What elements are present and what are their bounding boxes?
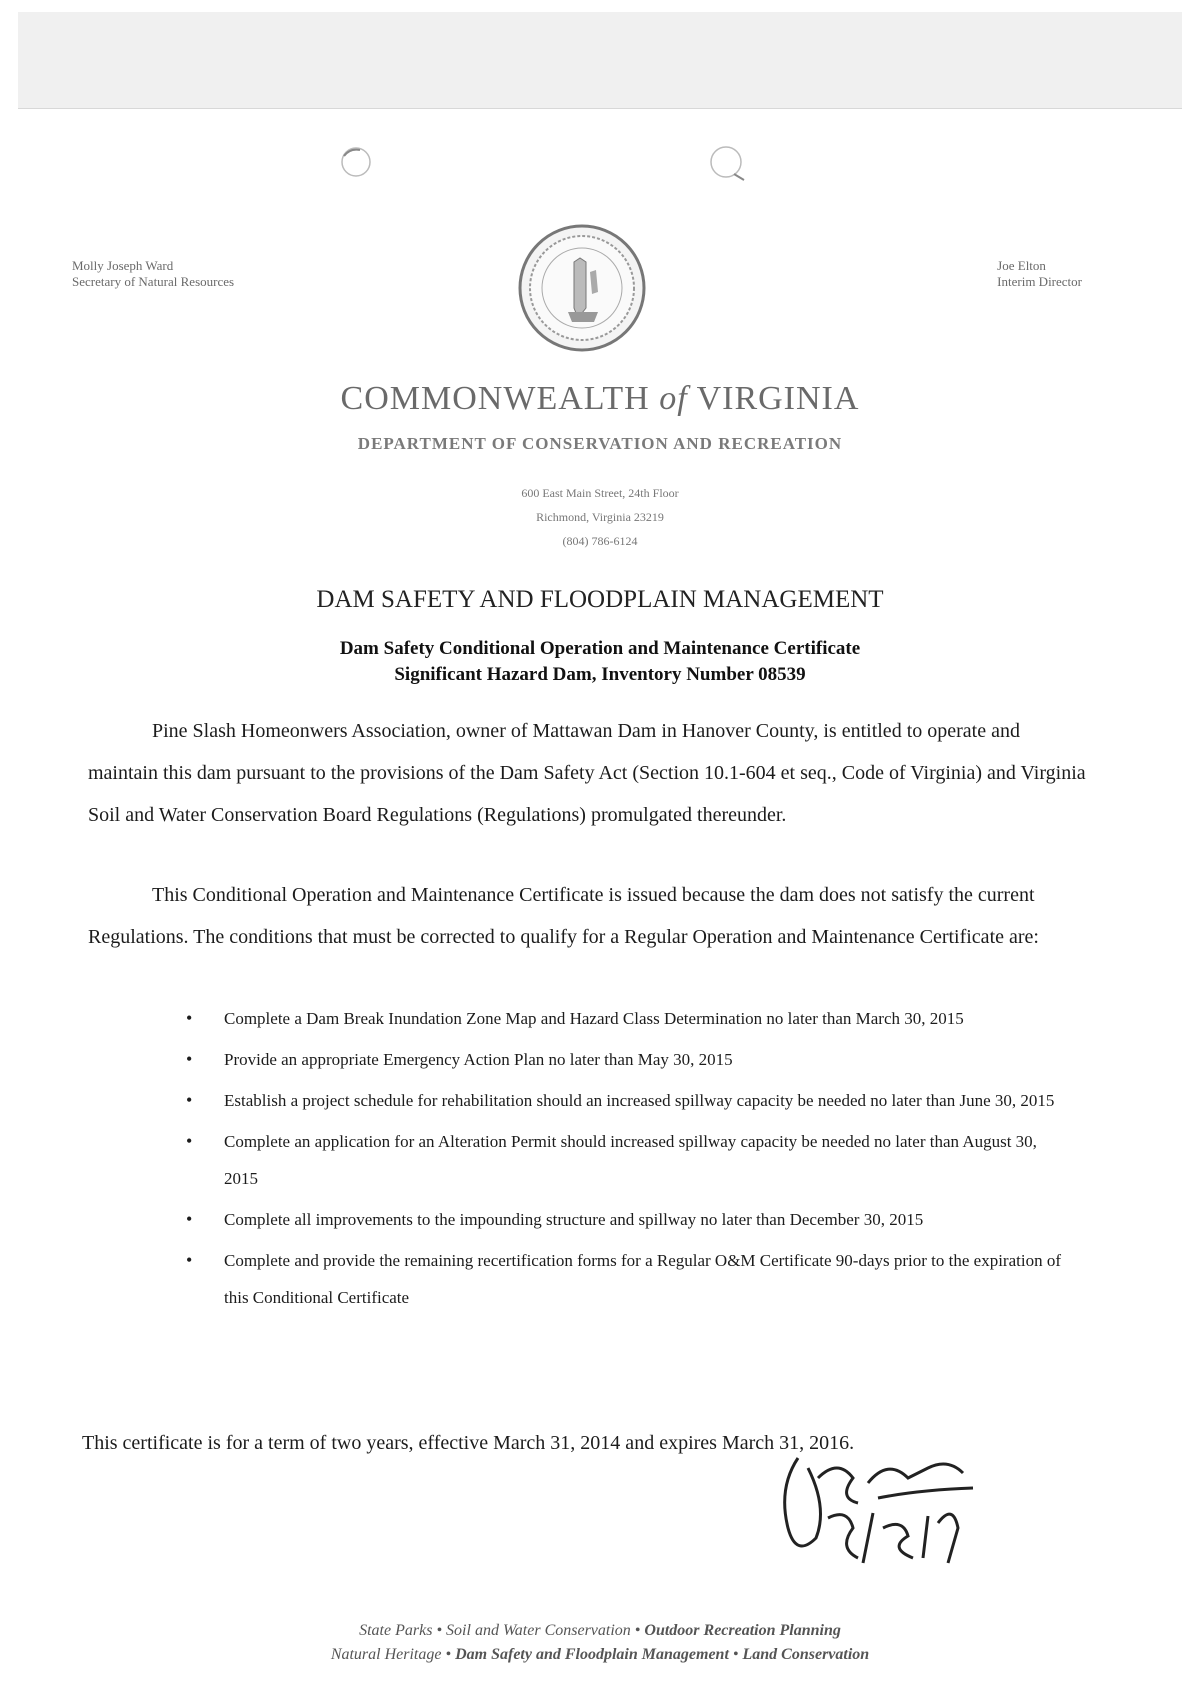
body-paragraph-1-text: Pine Slash Homeonwers Association, owner of Mattawan Dam in Hanover County, is entitled to operate and maintain this dam pursuant to the provisions of the Dam Safety Act (Section 10.1-604 et seq., Code of Virginia) and Virginia Soil and Water Conservation Board Regulations (Regulations) promulgated thereunder. (88, 720, 1086, 826)
footer-item: Land Conservation (742, 1646, 870, 1663)
condition-text: Complete a Dam Break Inundation Zone Map and Hazard Class Determination no later than March 30, 2015 (224, 1009, 964, 1028)
footer-separator: • (634, 1622, 641, 1639)
condition-text: Complete an application for an Alteration Permit should increased spillway capacity be needed no later than August 30, 2015 (224, 1132, 1037, 1188)
department-name: DEPARTMENT OF CONSERVATION AND RECREATION (357, 434, 843, 453)
director-title: Interim Director (997, 274, 1082, 289)
virginia-word: VIRGINIA (696, 380, 860, 417)
certificate-title-line-2: Significant Hazard Dam, Inventory Number 08539 (394, 664, 806, 685)
body-paragraph-1 (88, 710, 1088, 836)
body-paragraph-2-text: This Conditional Operation and Maintenance Certificate is issued because the dam does not satisfy the current Regulations. The conditions that must be corrected to qualify for a Regular Operation and Maintenance Certificate are: (88, 884, 1039, 948)
footer-line-2 (0, 1646, 1200, 1664)
footer-item: Soil and Water Conservation (446, 1622, 631, 1639)
condition-item (186, 1201, 1068, 1238)
of-word: of (659, 380, 688, 417)
bullet-icon: • (186, 1090, 193, 1110)
address-line-1: 600 East Main Street, 24th Floor (521, 486, 679, 500)
term-statement: This certificate is for a term of two years, effective March 31, 2014 and expires March 31, 2016. (82, 1432, 855, 1454)
virginia-state-seal (516, 222, 648, 354)
footer-item: Natural Heritage (330, 1646, 442, 1663)
bullet-icon: • (186, 1250, 193, 1270)
director-name: Joe Elton (997, 258, 1046, 273)
condition-item (186, 1000, 1068, 1037)
condition-item (186, 1041, 1068, 1078)
punch-hole-mark-right (704, 140, 748, 188)
footer-item: Outdoor Recreation Planning (644, 1622, 841, 1639)
footer-item: State Parks (359, 1622, 433, 1639)
phone-number: (804) 786-6124 (562, 534, 638, 548)
scan-top-band (18, 12, 1182, 109)
condition-item (186, 1123, 1068, 1197)
commonwealth-heading (0, 380, 1200, 418)
footer-line-1 (0, 1622, 1200, 1640)
director-block (997, 258, 1082, 290)
footer-separator: • (445, 1646, 452, 1663)
body-paragraph-2 (88, 874, 1088, 958)
certificate-title-line-1: Dam Safety Conditional Operation and Maintenance Certificate (339, 638, 861, 659)
bullet-icon: • (186, 1131, 193, 1151)
condition-text: Complete all improvements to the impounding structure and spillway no later than December 30, 2015 (224, 1210, 924, 1229)
address-line-2: Richmond, Virginia 23219 (536, 510, 664, 524)
secretary-title: Secretary of Natural Resources (72, 274, 235, 289)
commonwealth-word: COMMONWEALTH (340, 380, 650, 417)
punch-hole-mark-left (336, 140, 376, 184)
condition-text: Complete and provide the remaining recertification forms for a Regular O&M Certificate 90-days prior to the expiration of this Conditional Certificate (224, 1251, 1061, 1307)
condition-item (186, 1242, 1068, 1316)
handwritten-signature (758, 1448, 988, 1573)
secretary-name: Molly Joseph Ward (72, 258, 174, 273)
condition-item (186, 1082, 1068, 1119)
footer-item: Dam Safety and Floodplain Management (455, 1646, 729, 1663)
bullet-icon: • (186, 1209, 193, 1229)
section-title: DAM SAFETY AND FLOODPLAIN MANAGEMENT (316, 586, 884, 613)
footer-separator: • (436, 1622, 443, 1639)
bullet-icon: • (186, 1008, 193, 1028)
condition-text: Establish a project schedule for rehabilitation should an increased spillway capacity be needed no later than June 30, 2015 (224, 1091, 1055, 1110)
footer-separator: • (732, 1646, 739, 1663)
condition-text: Provide an appropriate Emergency Action Plan no later than May 30, 2015 (224, 1050, 733, 1069)
conditions-list (186, 1000, 1068, 1320)
bullet-icon: • (186, 1049, 193, 1069)
secretary-block (72, 258, 234, 290)
